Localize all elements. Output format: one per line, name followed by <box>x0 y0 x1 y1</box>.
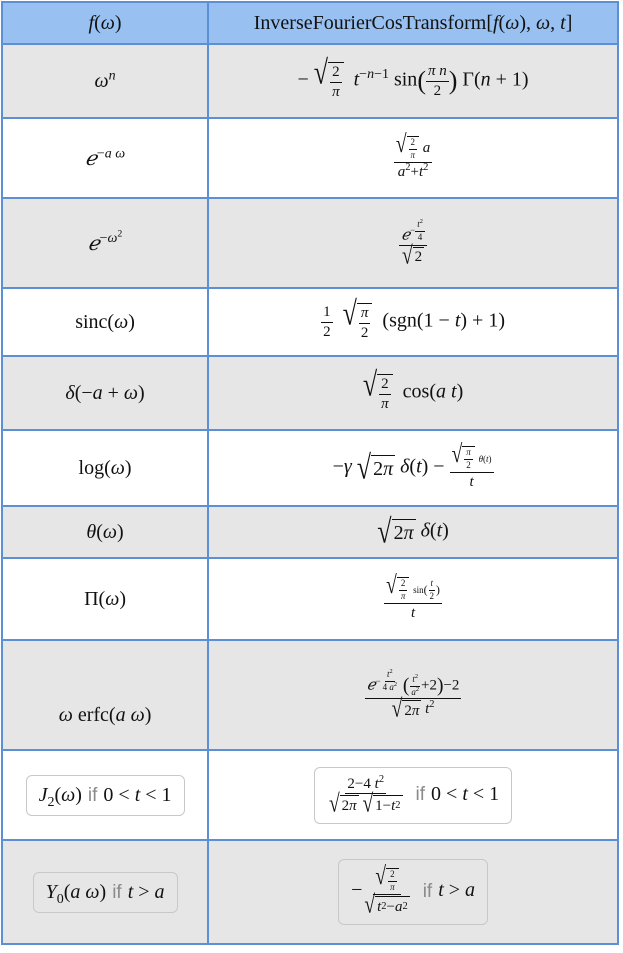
table-row <box>2 558 618 640</box>
transform-table <box>1 1 619 945</box>
cell-f: $\omega^n$ <box>2 44 208 118</box>
cell-result: − √ $\frac{2}{\pi}$ $t^{-n-1}$ sin( $\frac{\text{π n}}{2}$ ) Γ(n + 1) <box>208 44 618 118</box>
table-row <box>2 118 618 198</box>
cell-result: $\frac{1}{2}$ √ $\frac{\pi}{2}$ (sgn(1 − t) + 1) <box>208 288 618 356</box>
header-f-omega: f(ω) <box>2 2 208 44</box>
header-row <box>2 2 618 44</box>
piecewise-box: $Y_0(a$ ω) if t > a <box>33 872 178 913</box>
cell-result: √ $\frac{2}{\pi}$ cos(a t) <box>208 356 618 430</box>
cell-result <box>208 840 618 944</box>
cell-result: √ $\frac{2}{\pi}$ a $a^2+t^2$ <box>208 118 618 198</box>
cell-f: sinc(ω) <box>2 288 208 356</box>
table-row <box>2 44 618 118</box>
table-row <box>2 750 618 840</box>
cell-f: ω erfc(a ω) <box>2 640 208 750</box>
cell-result: √ 2 π δ(t) <box>208 506 618 558</box>
piecewise-box: $J_2(\omega)$ if 0 < t < 1 <box>26 775 185 816</box>
piecewise-box: 2−4 $t^2$ √ 2 π √ 1− t 2 if 0 < t < 1 <box>314 767 512 824</box>
cell-result: ℯ$^{- \frac{t^2}{4 a^2}}$ ( $\frac{t^2}{a^2}$ +2)−2 √ 2 π $t^2$ <box>208 640 618 750</box>
cell-f <box>2 840 208 944</box>
cell-f: ℯ$^{-\omega^2}$ <box>2 198 208 288</box>
table-row <box>2 506 618 558</box>
cell-f <box>2 750 208 840</box>
table-row <box>2 288 618 356</box>
cell-result: −γ √ 2 π δ(t) − √ $\frac{\pi}{2}$ θ(t) t <box>208 430 618 506</box>
cell-f: δ(−a + ω) <box>2 356 208 430</box>
table-row <box>2 640 618 750</box>
cell-result <box>208 750 618 840</box>
table-row <box>2 356 618 430</box>
cell-f: θ(ω) <box>2 506 208 558</box>
cell-result: ℯ$^{- \frac{t^2}{4}}$ √ 2 <box>208 198 618 288</box>
header-transform: InverseFourierCosTransform[f(ω), ω, t] <box>208 2 618 44</box>
piecewise-box: − √ $\frac{2}{\pi}$ √ t 2 − a 2 if t > a <box>338 859 488 924</box>
table-row <box>2 430 618 506</box>
cell-f: log(ω) <box>2 430 208 506</box>
cell-f: Π(ω) <box>2 558 208 640</box>
cell-f: ℯ$^{-a \omega}$ <box>2 118 208 198</box>
table-row <box>2 840 618 944</box>
table-row <box>2 198 618 288</box>
cell-result: √ $\frac{2}{\pi}$ sin( $\frac{t}{2}$ ) t <box>208 558 618 640</box>
